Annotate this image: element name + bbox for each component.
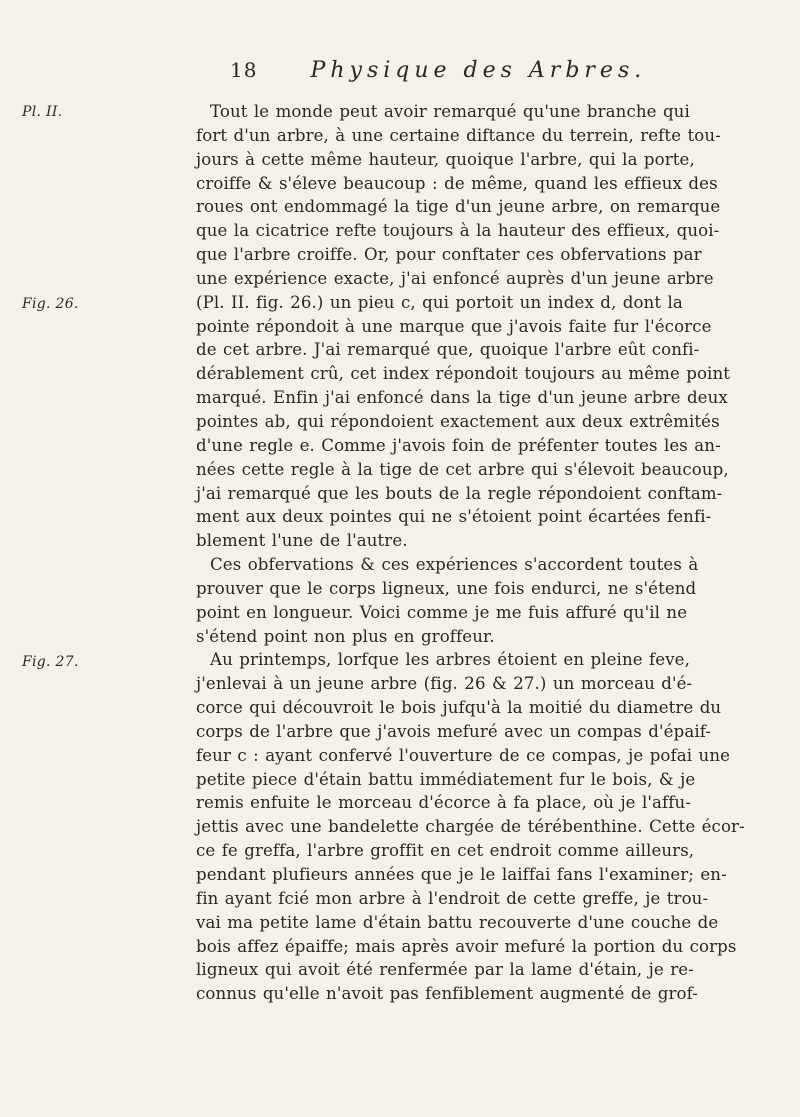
page-number: 18	[230, 58, 258, 82]
text-line: corce qui découvroit le bois jufqu'à la moitié du diametre du	[196, 698, 722, 718]
margin-note-plate: Pl. II.	[22, 104, 63, 120]
text-line: roues ont endommagé la tige d'un jeune arbre, on remarque	[196, 197, 721, 217]
text-line: (Pl. II. fig. 26.) un pieu c, qui portoit un index d, dont la	[196, 292, 683, 312]
text-line: pointes ab, qui répondoient exactement aux deux extrêmités	[196, 411, 720, 431]
body-text	[196, 100, 800, 1006]
text-line: de cet arbre. J'ai remarqué que, quoique l'arbre eût confi-	[196, 340, 700, 360]
text-line: jettis avec une bandelette chargée de térébenthine. Cette écor-	[196, 817, 745, 837]
text-line: petite piece d'étain battu immédiatement fur le bois, & je	[196, 769, 696, 789]
text-line: ligneux qui avoit été renfermée par la lame d'étain, je re-	[196, 960, 694, 980]
text-line: ce fe greffa, l'arbre groffit en cet endroit comme ailleurs,	[196, 841, 695, 861]
text-line: feur c : ayant confervé l'ouverture de ce compas, je pofai une	[196, 745, 731, 765]
text-line: vai ma petite lame d'étain battu recouverte d'une couche de	[196, 912, 719, 932]
text-line: fin ayant fcié mon arbre à l'endroit de cette greffe, je trou-	[196, 888, 709, 908]
text-line: que la cicatrice refte toujours à la hauteur des effieux, quoi-	[196, 221, 720, 241]
text-line: d'une regle e. Comme j'avois foin de préfenter toutes les an-	[196, 435, 721, 455]
text-line: fort d'un arbre, à une certaine diftance du terrein, refte tou-	[196, 125, 721, 145]
text-line: bois affez épaiffe; mais après avoir mefuré la portion du corps	[196, 936, 737, 956]
text-line: connus qu'elle n'avoit pas fenfiblement augmenté de grof-	[196, 984, 698, 1004]
text-line: j'enlevai à un jeune arbre (fig. 26 & 27.) un morceau d'é-	[196, 674, 693, 694]
running-title: Physique des Arbres.	[310, 58, 647, 83]
text-line: marqué. Enfin j'ai enfoncé dans la tige d'un jeune arbre deux	[196, 388, 728, 408]
text-line: corps de l'arbre que j'avois mefuré avec un compas d'épaif-	[196, 721, 712, 741]
text-line: j'ai remarqué que les bouts de la regle répondoient conftam-	[196, 483, 723, 503]
margin-note-fig-26: Fig. 26.	[22, 296, 79, 312]
text-line: remis enfuite le morceau d'écorce à fa place, où je l'affu-	[196, 793, 692, 813]
text-line: s'étend point non plus en groffeur.	[196, 626, 495, 646]
text-line: pointe répondoit à une marque que j'avois faite fur l'écorce	[196, 316, 712, 336]
text-line: pendant plufieurs années que je le laiffai fans l'examiner; en-	[196, 865, 727, 884]
text-line: nées cette regle à la tige de cet arbre qui s'élevoit beaucoup,	[196, 459, 729, 479]
text-line: dérablement crû, cet index répondoit toujours au même point	[196, 364, 731, 384]
text-line: Ces obfervations & ces expériences s'accordent toutes à	[210, 555, 699, 575]
text-line: prouver que le corps ligneux, une fois endurci, ne s'étend	[196, 578, 697, 598]
text-line: jours à cette même hauteur, quoique l'arbre, qui la porte,	[196, 149, 695, 169]
text-line: Au printemps, lorfque les arbres étoient en pleine feve,	[210, 650, 690, 670]
text-line: ment aux deux pointes qui ne s'étoient point écartées fenfi-	[196, 507, 712, 527]
text-line: croiffe & s'éleve beaucoup : de même, quand les effieux des	[196, 173, 718, 193]
text-line: une expérience exacte, j'ai enfoncé auprès d'un jeune arbre	[196, 268, 714, 288]
margin-note-fig-27: Fig. 27.	[22, 654, 79, 670]
text-line: blement l'une de l'autre.	[196, 531, 408, 551]
text-line: que l'arbre croiffe. Or, pour conftater ces obfervations par	[196, 245, 702, 265]
text-line: Tout le monde peut avoir remarqué qu'une branche qui	[210, 102, 690, 121]
text-line: point en longueur. Voici comme je me fuis affuré qu'il ne	[196, 602, 688, 622]
running-head	[230, 58, 646, 83]
